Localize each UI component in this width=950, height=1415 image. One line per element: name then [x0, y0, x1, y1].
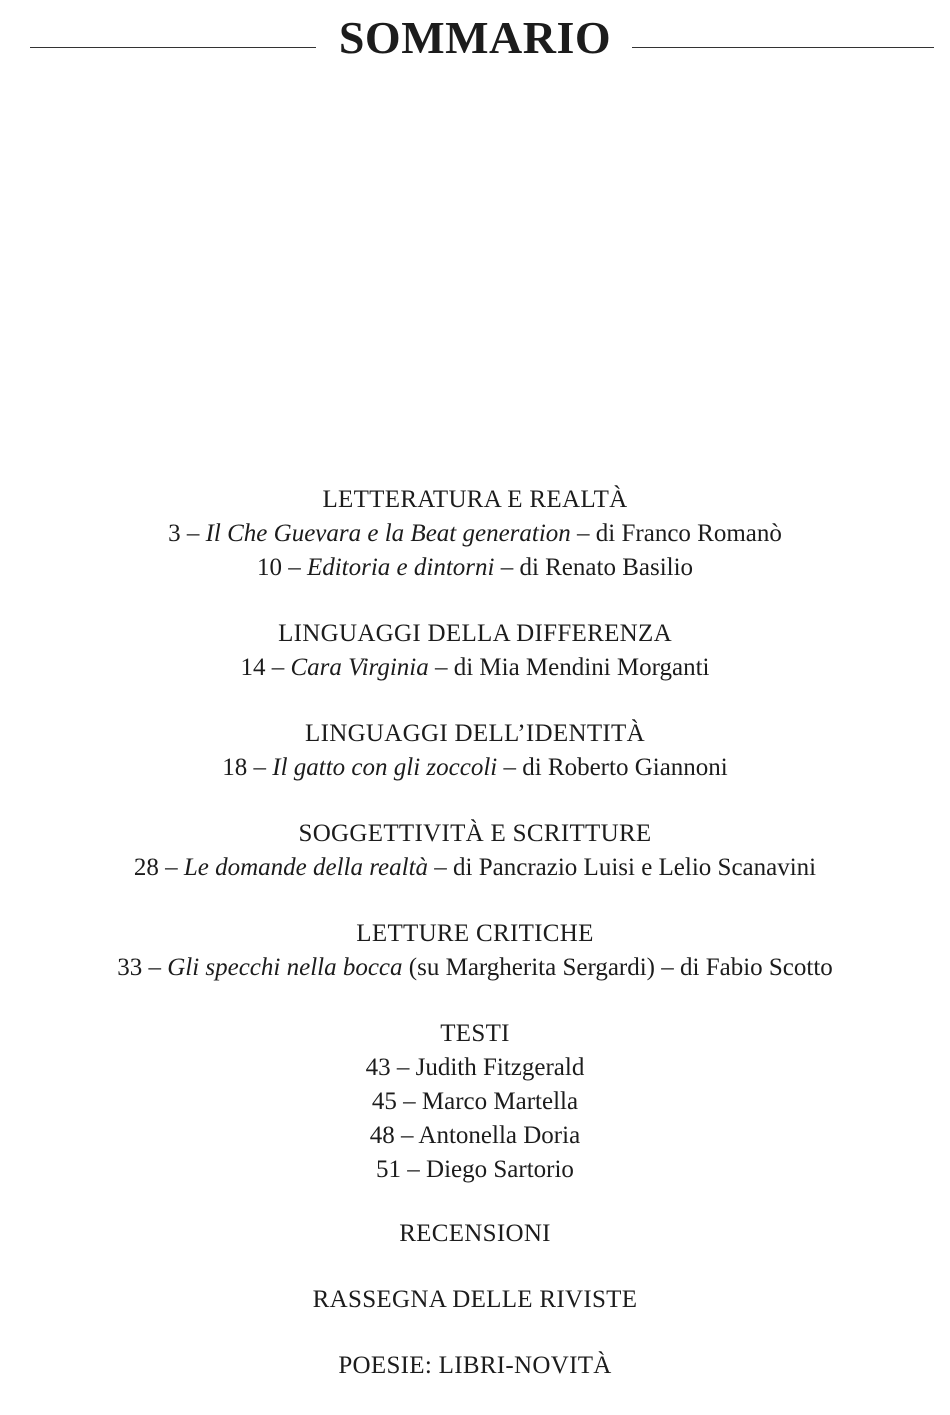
entry-dash: – [253, 754, 266, 781]
entry-author: Diego Sartorio [426, 1156, 574, 1183]
entry-work: Il Che Guevara e la Beat generation [205, 520, 571, 547]
entry-page: 48 [369, 1122, 395, 1149]
entry-dash: – [407, 1156, 420, 1183]
entry-page: 43 [365, 1054, 391, 1081]
entry-page: 28 [133, 854, 159, 881]
toc-section [0, 1017, 950, 1187]
toc-entry [0, 1119, 950, 1153]
entry-page: 3 [168, 520, 181, 547]
entry-dash: – [288, 554, 301, 581]
entry-dash: – [403, 1088, 416, 1115]
entry-dash: – [503, 754, 516, 781]
section-title: SOGGETTIVITÀ E SCRITTURE [298, 820, 652, 847]
entry-author: Marco Martella [421, 1088, 579, 1115]
entry-author: Antonella Doria [418, 1122, 581, 1149]
table-of-contents [0, 483, 950, 1415]
section-recensioni: RECENSIONI [399, 1220, 551, 1247]
toc-section [0, 817, 950, 885]
section-title: LINGUAGGI DELLA DIFFERENZA [278, 620, 672, 647]
toc-section [0, 617, 950, 685]
toc-entry [0, 1051, 950, 1085]
entry-author: Judith Fitzgerald [415, 1054, 585, 1081]
entry-note: (su Margherita Sergardi) [408, 954, 656, 981]
section-title: LINGUAGGI DELL’IDENTITÀ [305, 720, 645, 747]
toc-entry [0, 751, 950, 785]
section-title: LETTURE CRITICHE [356, 920, 594, 947]
page-title [0, 10, 950, 66]
toc-entry [0, 851, 950, 885]
page-header [0, 8, 950, 70]
entry-page: 18 [222, 754, 248, 781]
toc-entry [0, 1085, 950, 1119]
toc-entry [0, 1153, 950, 1187]
toc-entry [0, 517, 950, 551]
toc-entry [0, 951, 950, 985]
toc-entry [0, 551, 950, 585]
entry-dash: – [271, 654, 285, 681]
entry-page: 45 [371, 1088, 397, 1115]
entry-dash: – [396, 1054, 410, 1081]
toc-section [0, 717, 950, 785]
entry-author: di Franco Romanò [595, 520, 782, 547]
entry-author: di Mia Mendini Morganti [453, 654, 710, 681]
page-title-text: SOMMARIO [329, 12, 621, 63]
entry-dash: – [434, 654, 448, 681]
entry-author: di Fabio Scotto [680, 954, 833, 981]
entry-author: di Roberto Giannoni [522, 754, 728, 781]
entry-dash: – [500, 554, 514, 581]
entry-dash: – [165, 854, 178, 881]
entry-dash: – [186, 520, 200, 547]
toc-section [0, 483, 950, 585]
entry-page: 33 [117, 954, 143, 981]
entry-page: 51 [376, 1156, 402, 1183]
entry-author: di Renato Basilio [519, 554, 694, 581]
entry-work: Cara Virginia [290, 654, 429, 681]
entry-work: Editoria e dintorni [306, 554, 495, 581]
section-title: TESTI [440, 1020, 510, 1047]
toc-entry [0, 651, 950, 685]
toc-section [0, 917, 950, 985]
entry-dash: – [434, 854, 447, 881]
entry-dash: – [148, 954, 161, 981]
entry-work: Gli specchi nella bocca [167, 954, 403, 981]
entry-page: 10 [256, 554, 282, 581]
entry-dash: – [577, 520, 590, 547]
entry-dash: – [661, 954, 674, 981]
section-rassegna-riviste: RASSEGNA DELLE RIVISTE [312, 1286, 638, 1313]
entry-dash: – [401, 1122, 414, 1149]
entry-author: di Pancrazio Luisi e Lelio Scanavini [453, 854, 817, 881]
section-title: LETTERATURA E REALTÀ [322, 486, 628, 513]
entry-work: Il gatto con gli zoccoli [272, 754, 498, 781]
entry-page: 14 [240, 654, 266, 681]
entry-work: Le domande della realtà [183, 854, 429, 881]
section-poesie-libri-novita: POESIE: LIBRI-NOVITÀ [338, 1352, 612, 1379]
